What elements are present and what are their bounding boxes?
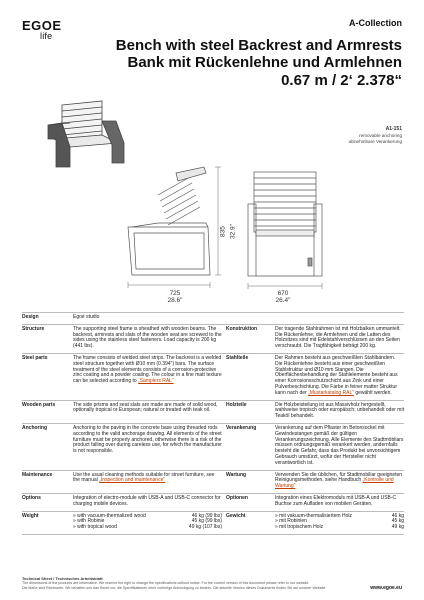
spec-row-maintenance bbox=[22, 471, 404, 494]
height-mm-label: 835 bbox=[219, 226, 227, 237]
depth-mm-label: 725 bbox=[169, 290, 181, 297]
spec-row-structure bbox=[22, 325, 404, 354]
note-en: removable anchoring bbox=[359, 133, 402, 138]
inspection-maintenance-link[interactable]: „Inspection and maintenance“ bbox=[99, 477, 166, 484]
weight-list-de bbox=[275, 514, 404, 531]
side-view-drawing bbox=[118, 165, 228, 295]
spec-text-de-after: gewählt werden. bbox=[355, 389, 392, 396]
title-en: Bench with steel Backrest and Armrests bbox=[115, 37, 402, 54]
spec-row-design bbox=[22, 312, 404, 325]
kontrolle-wartung-link[interactable]: „Kontrolle und Wartung“ bbox=[275, 477, 394, 490]
spec-label-en: Weight bbox=[22, 512, 39, 519]
weight-item-value: 45 kg bbox=[391, 518, 404, 525]
spec-text-en-body: Use the usual cleaning methods suitable for street furniture, see the manual bbox=[73, 471, 215, 484]
spec-label-de: Wartung bbox=[226, 471, 247, 478]
weight-item-text: » mit tropischem Holz bbox=[275, 524, 324, 531]
spec-text-de: Der tragende Stahlrahmen ist mit Holzbalken ummantelt. Die Rückenlehne, die Armlehnen und die Latten des Holzsitzes sind mit Edelstahlverschlüssen an den Seiten verschraubt. Die Tragfähigkeit beträgt 200 kg. bbox=[275, 325, 401, 350]
height-in-label: 32.9" bbox=[229, 224, 237, 239]
spec-text-de-body: Verwenden Sie die üblichen, für Stadtmobiliar geeigneten Reinigungsmethoden, siehe Handbuch bbox=[275, 471, 403, 484]
spec-label-de: Verankerung bbox=[226, 424, 257, 431]
weight-list-en bbox=[73, 514, 226, 531]
spec-text-de: Verankerung auf dem Pflaster im Betonsockel mit Gewindestangen gemäß der gültigen Verankerungszeichnung. Alle Elemente des Stadtmöbliars müssen ordnungsgemäß verankert werden, andernfalls besteht die Gefahr, dass das Produkt bei unvorsichtigem Gebrauch umstürzt, wofür der Hersteller nicht verantwortlich ist. bbox=[275, 424, 404, 466]
footer bbox=[22, 577, 404, 590]
spec-label-de: Optionen bbox=[226, 494, 248, 501]
weight-item-value: 46 kg (99 lbs) bbox=[191, 512, 222, 519]
title-de: Bank mit Rückenlehne und Armlehnen bbox=[127, 54, 402, 71]
spec-row-steel-parts bbox=[22, 354, 404, 401]
spec-label-de: Holzteile bbox=[226, 401, 247, 408]
weight-item-text: » with Robinie bbox=[73, 518, 105, 525]
weight-item-value: 46 kg bbox=[391, 512, 404, 519]
weight-item bbox=[275, 525, 404, 531]
spec-label-en: Wooden parts bbox=[22, 401, 56, 408]
weight-item-value: 49 kg (107 lbs) bbox=[188, 524, 222, 531]
logo-sub: life bbox=[40, 31, 53, 41]
samplers-ral-link[interactable]: „Samplers RAL“ bbox=[138, 378, 174, 385]
spec-row-weight bbox=[22, 512, 404, 535]
footer-disclaimer-de: Die Maße sind Richtwerte. Wir behalten uns das Recht vor, die Spezifikationen ohne vorherige Ankündigung zu ändern. Die aktuelle Version dieses Dokuments finden Sie auf unserer Website. bbox=[22, 585, 327, 590]
spec-text-en: Anchoring to the paving in the concrete base using threaded rods according to the valid anchorage drawing. All elements of the street furniture must be properly anchored, otherwise there is a risk of the product falling over during careless use, for which the manufacturer is not responsible. bbox=[73, 424, 222, 455]
spec-text-en-body: The frame consists of welded steel strips. The backrest is a welded steel structure together with Ø10 mm (0.394") bars. The surface treatment of the steel elements consists of a corrosion-protective zinc coating and a powder coating. The colour in a fine matt texture can be selected according to bbox=[73, 354, 222, 385]
spec-label-de: Stahlteile bbox=[226, 354, 249, 361]
spec-label-en: Maintenance bbox=[22, 471, 53, 478]
spec-label-de: Konstruktion bbox=[226, 325, 258, 332]
spec-row-options bbox=[22, 494, 404, 512]
weight-item-text: » mit Robinien bbox=[275, 518, 307, 525]
spec-text-de: Integration eines Elektromoduls mit USB-A und USB-C Buchse zum Aufladen von mobilen Geräten. bbox=[275, 494, 397, 507]
spec-label-en: Options bbox=[22, 494, 41, 501]
spec-text-en bbox=[73, 356, 226, 397]
logo-text: EGOE bbox=[22, 18, 62, 33]
spec-text-en bbox=[73, 473, 226, 490]
weight-item-text: » with vacuum-thermalized wood bbox=[73, 512, 146, 519]
weight-item-text: » with tropical wood bbox=[73, 524, 117, 531]
width-in-label: 26.4" bbox=[275, 297, 291, 304]
footer-heading: Technical Sheet / Technisches Arbeitsblatt bbox=[22, 576, 103, 581]
depth-in-label: 28.6" bbox=[167, 297, 183, 304]
width-mm-label: 670 bbox=[277, 290, 289, 297]
weight-item-value: 45 kg (99 lbs) bbox=[191, 518, 222, 525]
bench-perspective-illustration bbox=[40, 95, 130, 170]
spec-row-anchoring bbox=[22, 424, 404, 471]
spec-text-de bbox=[275, 473, 404, 490]
title-size: 0.67 m / 2‘ 2.378“ bbox=[281, 72, 402, 89]
note-de: abnehmbare Verankerung bbox=[348, 139, 402, 144]
spec-label-en: Structure bbox=[22, 325, 45, 332]
spec-row-wooden-parts bbox=[22, 401, 404, 424]
spec-text-de bbox=[275, 315, 404, 321]
spec-label-de bbox=[226, 315, 275, 321]
spec-table bbox=[22, 312, 404, 535]
spec-label-de: Gewicht bbox=[226, 512, 246, 519]
spec-text-en: The supporting steel frame is sheathed with wooden beams. The backrest, armrests and slats of the wooden seat are screwed to the sides using the stainless steel fasteners. Load capacity is 200 kg (441 lbs). bbox=[73, 325, 222, 350]
spec-text-en: Integration of electro-module with USB-A and USB-C connector for charging mobile devices. bbox=[73, 494, 221, 507]
spec-text-en: Egoé studio bbox=[73, 314, 100, 320]
weight-item-value: 49 kg bbox=[391, 524, 404, 531]
spec-label-en: Design bbox=[22, 314, 39, 320]
spec-text-de-body: Der Rahmen besteht aus geschweißten Stahlbändern. Die Rückenlehne besteht aus einer geschweißten Stahlstruktur und Ø10 mm Stangen. Die Oberflächenbehandlung der Stahlelemente besteht aus einer Korrosionsschutzschicht aus Zink und einer Pulverbeschichtung. Die Farbe in feiner matter Struktur kann nach der bbox=[275, 354, 398, 396]
website-link[interactable]: www.egoe.eu bbox=[370, 585, 402, 591]
mustarkatalog-ral-link[interactable]: „Mustarkatalog RAL“ bbox=[308, 389, 354, 396]
spec-label-en: Steel parts bbox=[22, 354, 48, 361]
front-view-drawing bbox=[244, 168, 334, 293]
weight-item-text: » mit vakuum-thermalisiertem Holz bbox=[275, 512, 352, 519]
product-code: A1-151 bbox=[385, 126, 402, 132]
collection-label: A-Collection bbox=[349, 18, 402, 28]
brand-logo bbox=[22, 20, 62, 42]
spec-label-en: Anchoring bbox=[22, 424, 47, 431]
spec-text-en: The side prisms and seat slats are made are made of solid wood, optionally tropical or European; natural or treated with teak oil. bbox=[73, 401, 218, 414]
footer-disclaimer-en: The dimensions of the products are informative. We reserve the right to change the specifications without notice. For the current version of this document please refer to our website. bbox=[22, 581, 310, 586]
spec-text-de: Die Holzbeisteilung ist aus Massivholz hergestellt, wahlweise tropisch oder europäisch; unbehandelt oder mit Teaköl behandelt. bbox=[275, 401, 404, 420]
spec-text-de bbox=[275, 356, 404, 397]
weight-item bbox=[73, 525, 222, 531]
